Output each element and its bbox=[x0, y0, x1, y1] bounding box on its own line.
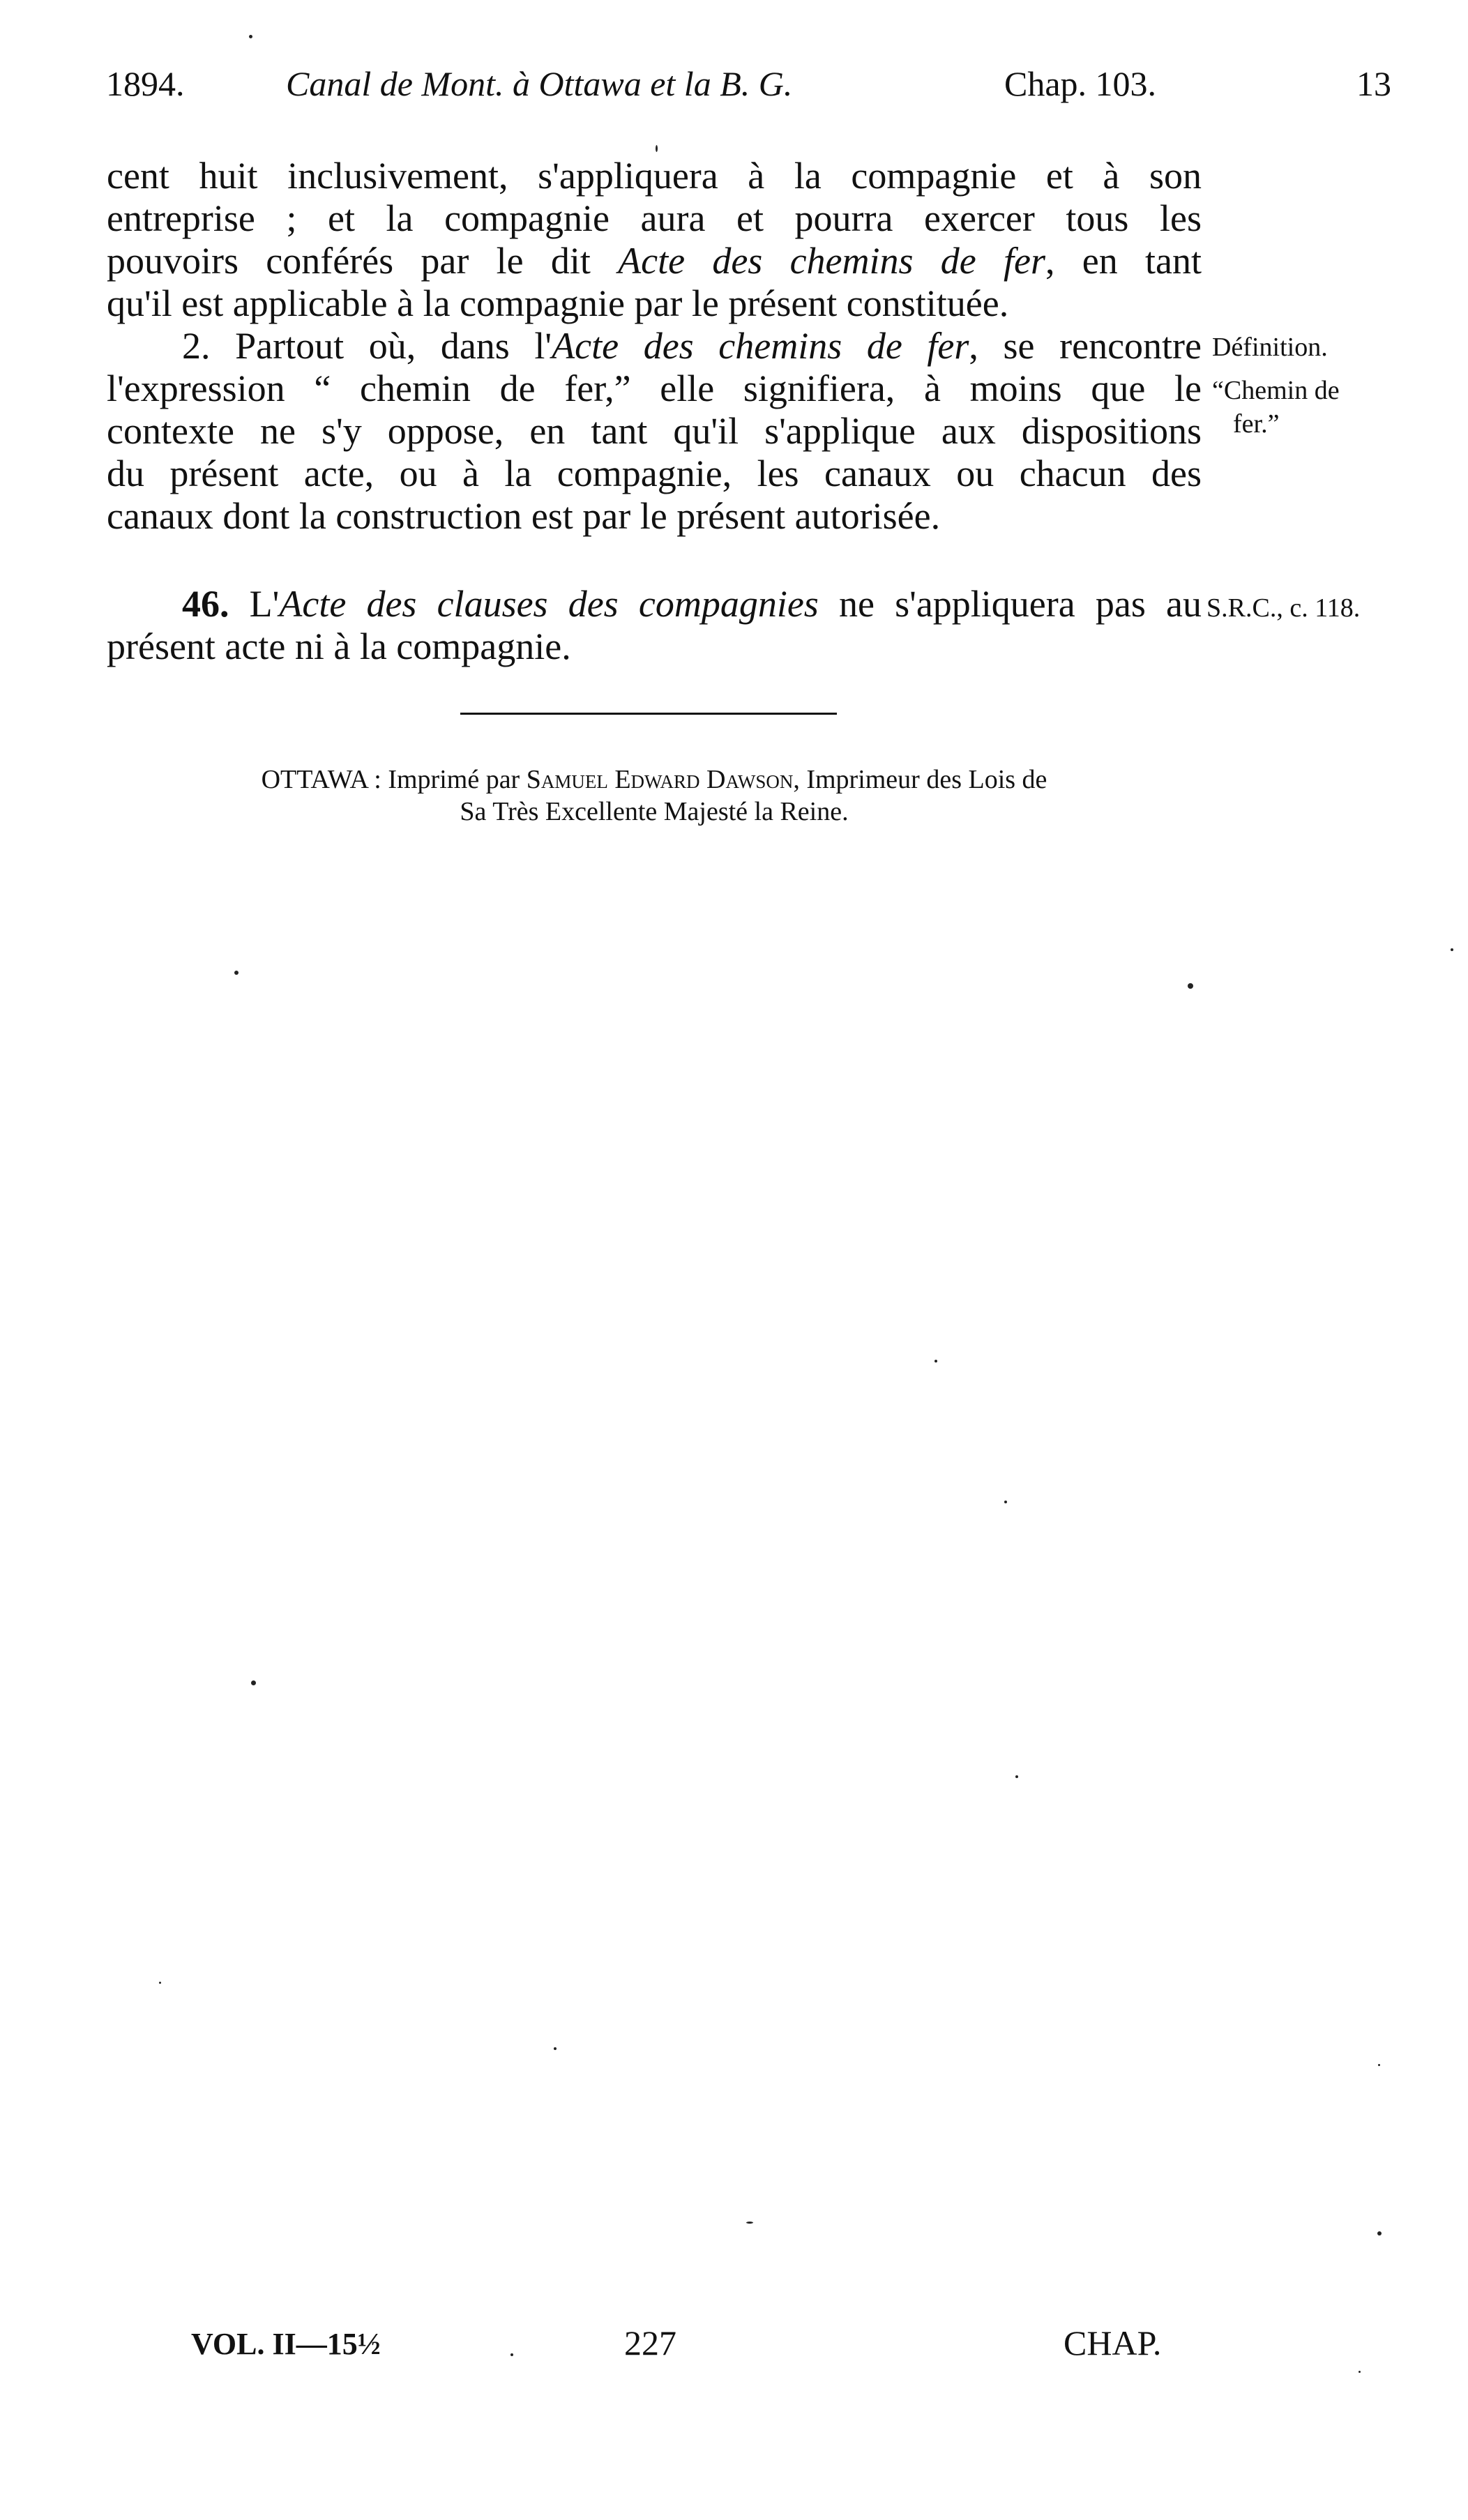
footer-volume: VOL. II—15½ bbox=[191, 2327, 381, 2361]
print-speck bbox=[510, 2353, 513, 2356]
text-run: , se rencontre bbox=[969, 325, 1202, 367]
print-speck bbox=[234, 971, 239, 975]
page-number: 13 bbox=[1356, 64, 1391, 103]
text-run: , en tant bbox=[1045, 240, 1202, 282]
text-line: canaux dont la construction est par le présent autorisée. bbox=[107, 495, 941, 537]
print-speck bbox=[249, 35, 252, 38]
print-speck bbox=[934, 1360, 937, 1363]
act-title-italic: Acte des chemins de fer bbox=[618, 240, 1046, 282]
text-run: ne s'appliquera pas au bbox=[818, 583, 1202, 625]
text-run: , Imprimeur des Lois de bbox=[793, 765, 1047, 794]
text-line: contexte ne s'y oppose, en tant qu'il s'applique aux dispositions bbox=[107, 410, 1202, 452]
print-speck bbox=[1377, 2231, 1382, 2236]
text-run: L' bbox=[229, 583, 280, 625]
text-line bbox=[107, 583, 1202, 625]
print-speck bbox=[1451, 948, 1453, 951]
horizontal-rule bbox=[460, 713, 837, 715]
text-line bbox=[107, 240, 1202, 282]
text-line: cent huit inclusivement, s'appliquera à la compagnie et à son bbox=[107, 155, 1202, 197]
text-line: présent acte ni à la compagnie. bbox=[107, 625, 571, 667]
imprint-line-1 bbox=[159, 764, 1149, 796]
margin-note-src: S.R.C., c. 118. bbox=[1206, 593, 1361, 623]
act-title-italic: Acte des clauses des compagnies bbox=[279, 583, 819, 625]
text-run: Imprimé par bbox=[381, 765, 527, 794]
print-speck bbox=[1378, 2064, 1380, 2066]
print-speck bbox=[1004, 1501, 1007, 1503]
imprint-line-2: Sa Très Excellente Majesté la Reine. bbox=[460, 797, 849, 826]
act-title-italic: Acte des chemins de fer bbox=[552, 325, 969, 367]
margin-note-chemin-de-fer: “Chemin de bbox=[1212, 376, 1340, 405]
print-speck bbox=[1188, 983, 1193, 989]
margin-note-definition: Définition. bbox=[1212, 333, 1328, 362]
print-speck bbox=[554, 2047, 557, 2050]
running-title: Canal de Mont. à Ottawa et la B. G. bbox=[286, 64, 793, 103]
paragraph-definition bbox=[107, 325, 1202, 538]
print-speck bbox=[656, 145, 658, 152]
text-line: qu'il est applicable à la compagnie par le présent constituée. bbox=[107, 282, 1009, 324]
section-46 bbox=[107, 583, 1202, 668]
text-run: 2. Partout où, dans l' bbox=[182, 325, 552, 367]
paragraph-continuation bbox=[107, 155, 1202, 325]
print-speck bbox=[1359, 2371, 1361, 2373]
print-speck bbox=[159, 1982, 161, 1984]
text-run: pouvoirs conférés par le dit bbox=[107, 240, 619, 282]
margin-note-chemin-de-fer-cont: fer.” bbox=[1233, 409, 1280, 439]
text-line: l'expression “ chemin de fer,” elle signifiera, à moins que le bbox=[107, 367, 1202, 409]
footer-page-number: 227 bbox=[624, 2323, 676, 2362]
footer-catchword: CHAP. bbox=[1064, 2323, 1162, 2362]
printer-name: Samuel Edward Dawson bbox=[526, 765, 794, 794]
header-year: 1894. bbox=[106, 64, 185, 103]
imprint bbox=[159, 764, 1149, 828]
text-line: entreprise ; et la compagnie aura et pourra exercer tous les bbox=[107, 197, 1202, 239]
print-speck bbox=[746, 2222, 753, 2224]
print-speck bbox=[1015, 1775, 1018, 1778]
imprint-place: OTTAWA : bbox=[261, 765, 381, 794]
text-line: du présent acte, ou à la compagnie, les canaux ou chacun des bbox=[107, 453, 1202, 494]
section-number: 46. bbox=[182, 583, 229, 625]
print-speck bbox=[251, 1680, 256, 1685]
header-chapter: Chap. 103. bbox=[1004, 64, 1157, 103]
text-line bbox=[107, 325, 1202, 367]
